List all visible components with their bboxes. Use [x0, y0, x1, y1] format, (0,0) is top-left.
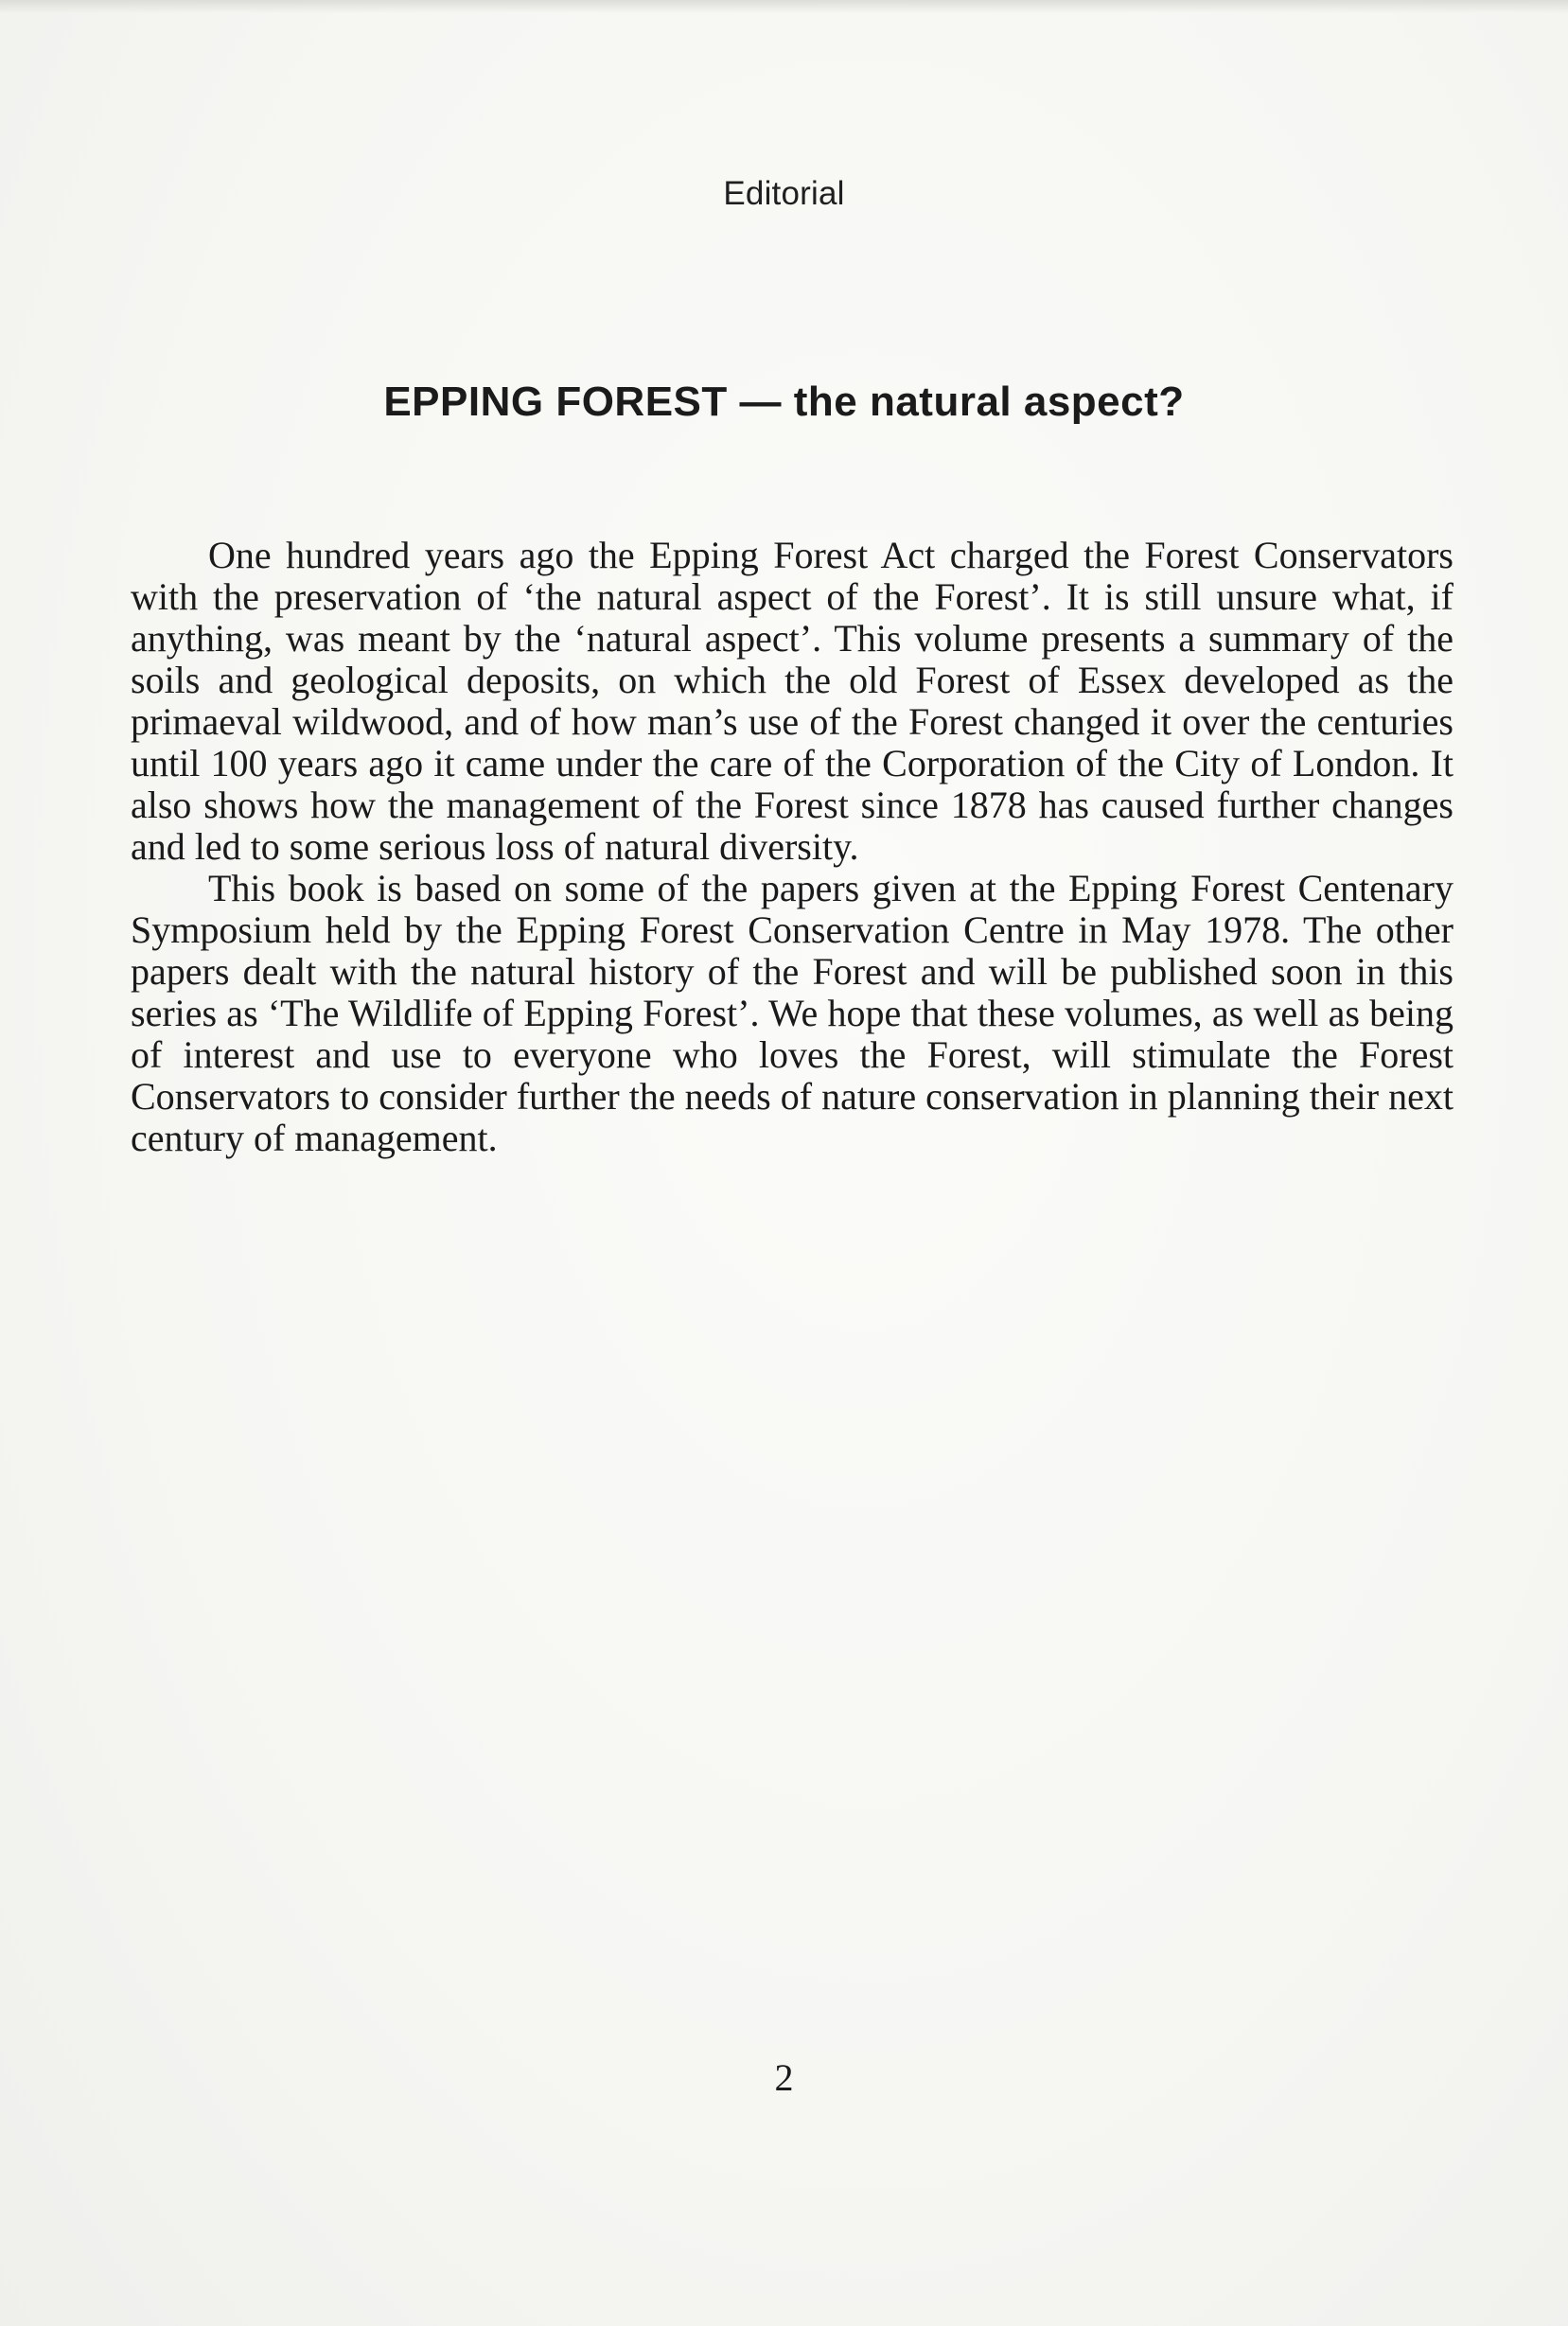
section-label: Editorial [723, 175, 845, 212]
article-body [131, 535, 1453, 1159]
article-title: EPPING FOREST — the natural aspect? [383, 379, 1185, 425]
scan-edge-shadow [0, 0, 1568, 13]
paragraph: One hundred years ago the Epping Forest Act charged the Forest Conservators with the preservation of ‘the natural aspect of the Forest’. It is still unsure what, if anything, was meant by the ‘natural aspect’. This volume presents a summary of the soils and geological deposits, on which the old Forest of Essex developed as the primaeval wildwood, and of how man’s use of the Forest changed it over the centuries until 100 years ago it came under the care of the Corporation of the City of London. It also shows how the management of the Forest since 1878 has caused further changes and led to some serious loss of natural diversity. [131, 534, 1453, 868]
page-number: 2 [774, 2056, 794, 2099]
paragraph: This book is based on some of the papers given at the Epping Forest Centenary Symposium held by the Epping Forest Conservation Centre in May 1978. The other papers dealt with the natural history of the Forest and will be published soon in this series as ‘The Wildlife of Epping Forest’. We hope that these volumes, as well as being of interest and use to everyone who loves the Forest, will stimulate the Forest Conservators to consider further the needs of nature conservation in planning their next century of management. [131, 867, 1453, 1159]
